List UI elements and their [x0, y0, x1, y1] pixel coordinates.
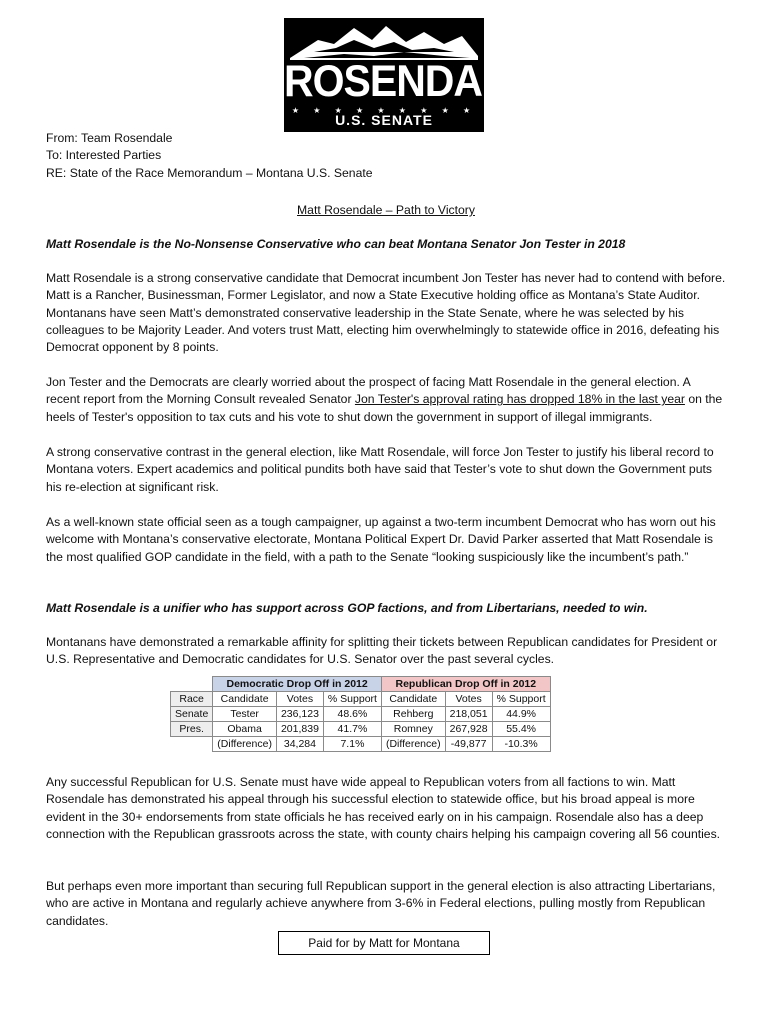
logo-subtitle: U.S. SENATE — [335, 112, 433, 128]
paragraph-6: Any successful Republican for U.S. Senate must have wide appeal to Republican voters from all factions to win. Matt Rosendale has demonstrated his appeal through his successful election to statewide office, but his broad appeal is more evident in the 30+ endorsements from state officials he has received early on in his campaign. Rosendale also has a deep connection with the Republican grassroots across the state, with county chairs helping his campaign covering all 56 counties. — [46, 775, 721, 841]
logo-wordmark: ROSENDALE — [284, 56, 533, 106]
paragraph-2 — [46, 374, 726, 426]
section-heading-2: Matt Rosendale is a unifier who has support across GOP factions, and from Libertarians, needed to win. — [46, 601, 648, 615]
table-title-row — [171, 677, 551, 692]
democratic-header: Democratic Drop Off in 2012 — [213, 677, 382, 692]
republican-header: Republican Drop Off in 2012 — [381, 677, 550, 692]
table-cell: Rehberg — [381, 707, 445, 722]
table-cell: Senate — [171, 707, 213, 722]
memo-to: To: Interested Parties — [46, 148, 162, 163]
table-cell: (Difference) — [381, 737, 445, 752]
table-cell: 267,928 — [445, 722, 492, 737]
paid-for-disclaimer: Paid for by Matt for Montana — [278, 931, 490, 955]
table-cell: -10.3% — [492, 737, 550, 752]
drop-off-table — [170, 676, 551, 752]
logo-stars: ★ ★ ★ ★ ★ ★ ★ ★ ★ — [291, 106, 477, 115]
table-cell: 7.1% — [323, 737, 381, 752]
table-cell: 201,839 — [276, 722, 323, 737]
column-header: % Support — [323, 692, 381, 707]
table-cell: 48.6% — [323, 707, 381, 722]
table-row — [171, 722, 551, 737]
column-header: Votes — [276, 692, 323, 707]
table-cell: 218,051 — [445, 707, 492, 722]
memo-header — [46, 130, 726, 182]
table-cell: Tester — [213, 707, 277, 722]
table-cell: 41.7% — [323, 722, 381, 737]
page-title: Matt Rosendale – Path to Victory — [297, 203, 475, 217]
table-cell: 44.9% — [492, 707, 550, 722]
table-cell: 34,284 — [276, 737, 323, 752]
table-cell: Pres. — [171, 722, 213, 737]
column-header: Votes — [445, 692, 492, 707]
campaign-logo — [284, 18, 533, 132]
table-cell: 236,123 — [276, 707, 323, 722]
paragraph-1: Matt Rosendale is a strong conservative candidate that Democrat incumbent Jon Tester has never had to contend with before. Matt is a Rancher, Businessman, Former Legislator, and now a State Executive holding office as Montana’s State Auditor. Montanans have seen Matt’s demonstrated conservative leadership in the State Senate, where he was selected by his colleagues to be Majority Leader. And voters trust Matt, electing him overwhelmingly to statewide office in 2016, defeating his Democrat opponent by 8 points. — [46, 271, 726, 355]
approval-rating-link[interactable]: Jon Tester's approval rating has dropped 18% in the last year — [354, 392, 685, 407]
memo-from: From: Team Rosendale — [46, 131, 173, 145]
table-cell: Obama — [213, 722, 277, 737]
column-header: Candidate — [381, 692, 445, 707]
paragraph-5: Montanans have demonstrated a remarkable affinity for splitting their tickets between Republican candidates for President or U.S. Representative and Democratic candidates for U.S. Senator over the past several cycles. — [46, 635, 718, 667]
section-heading-1: Matt Rosendale is the No-Nonsense Conservative who can beat Montana Senator Jon Tester in 2018 — [46, 237, 626, 251]
table-cell — [171, 737, 213, 752]
paragraph-2-end: on the heels of Tester's opposition to tax cuts and his vote to shut down the government in support of illegal immigrants. — [46, 392, 723, 424]
table-corner — [171, 677, 213, 692]
paragraph-2-start: Jon Tester and the Democrats are clearly worried about the prospect of facing Matt Rosendale in the general election. A recent report from the Morning Consult revealed Senator — [46, 375, 691, 407]
table-column-header-row — [171, 692, 551, 707]
table-row — [171, 737, 551, 752]
table-cell: -49,877 — [445, 737, 492, 752]
column-header: Candidate — [213, 692, 277, 707]
table-cell: 55.4% — [492, 722, 550, 737]
memo-re: RE: State of the Race Memorandum – Montana U.S. Senate — [46, 165, 373, 180]
paragraph-3: A strong conservative contrast in the general election, like Matt Rosendale, will force Jon Tester to justify his liberal record to Montana voters. Expert academics and political pundits both have said that Tester’s vote to shut down the Government puts his re-election at significant risk. — [46, 445, 714, 494]
table-cell: (Difference) — [213, 737, 277, 752]
column-header: Race — [171, 692, 213, 707]
paragraph-4: As a well-known state official seen as a tough campaigner, up against a two-term incumbent Democrat who has worn out his welcome with Montana’s conservative electorate, Montana Political Expert Dr. David Parker asserted that Matt Rosendale is the most qualified GOP candidate in the field, with a path to the Senate “looking suspiciously like the incumbent’s path.” — [46, 515, 716, 564]
table-cell: Romney — [381, 722, 445, 737]
paragraph-7: But perhaps even more important than securing full Republican support in the general election is also attracting Libertarians, who are active in Montana and regularly achieve anywhere from 3-6% in Federal elections, pulling mostly from Republican candidates. — [46, 879, 716, 928]
column-header: % Support — [492, 692, 550, 707]
table-row — [171, 707, 551, 722]
